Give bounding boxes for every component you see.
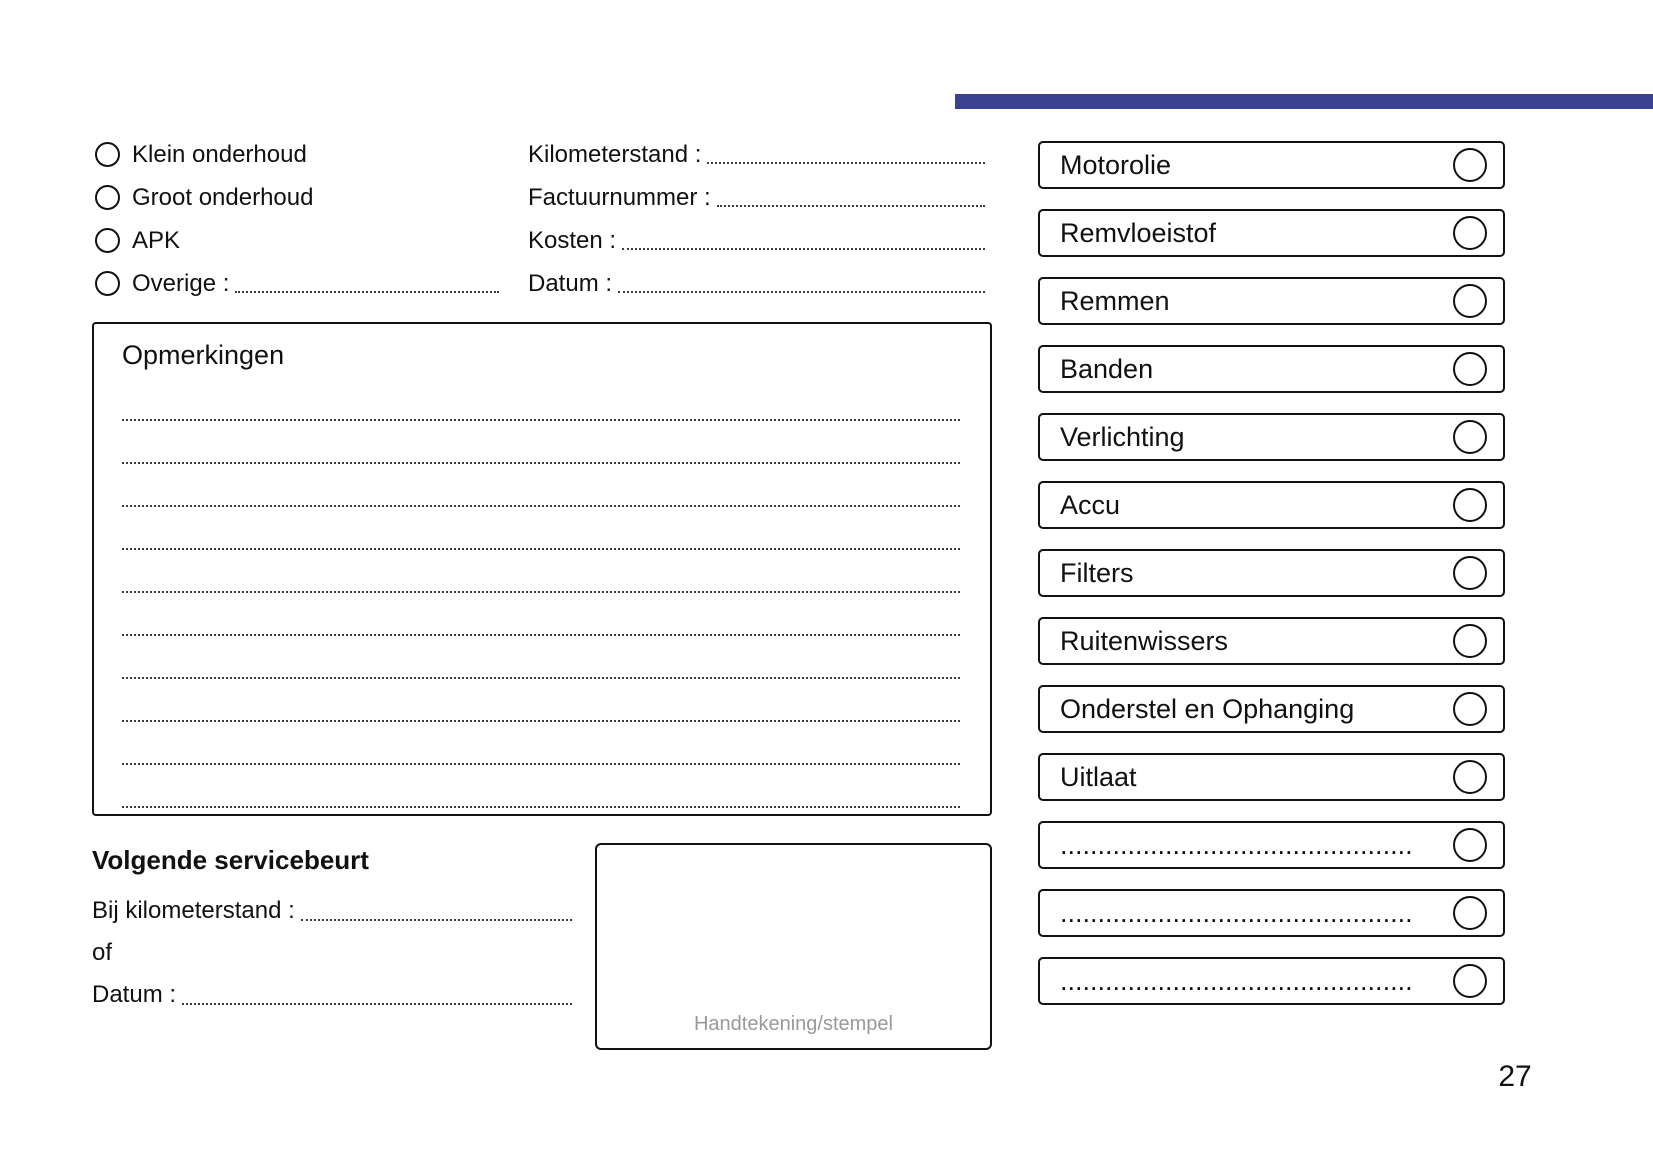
checklist-item-label: Motorolie	[1060, 149, 1172, 180]
option-label: Overige :	[132, 269, 230, 297]
remarks-line[interactable]	[122, 421, 960, 464]
checklist-item-accu	[1038, 481, 1505, 529]
checklist-item-label: Banden	[1060, 353, 1154, 384]
checklist-item-remmen	[1038, 277, 1505, 325]
kosten-input-line[interactable]	[622, 247, 985, 250]
checklist-item-motorolie	[1038, 141, 1505, 189]
signature-label: Handtekening/stempel	[693, 1013, 893, 1035]
radio-klein-onderhoud[interactable]	[95, 142, 120, 167]
option-label: APK	[132, 226, 181, 254]
checkbox-circle-blank-1[interactable]	[1453, 828, 1487, 862]
checkbox-circle-blank-3[interactable]	[1453, 964, 1487, 998]
radio-apk[interactable]	[95, 228, 120, 253]
checklist-blank-label[interactable]: ...............................................	[1060, 965, 1413, 996]
checkbox-circle-accu[interactable]	[1453, 488, 1487, 522]
remarks-line[interactable]	[122, 679, 960, 722]
checklist-item-verlichting	[1038, 413, 1505, 461]
remarks-line[interactable]	[122, 464, 960, 507]
checkbox-circle-uitlaat[interactable]	[1453, 760, 1487, 794]
checklist-item-filters	[1038, 549, 1505, 597]
field-label: Kosten :	[528, 226, 617, 254]
checklist-item-uitlaat	[1038, 753, 1505, 801]
next-service-km-input-line[interactable]	[301, 918, 572, 921]
checklist-item-remvloeistof	[1038, 209, 1505, 257]
option-row-groot-onderhoud	[95, 176, 499, 219]
datum-input-line[interactable]	[618, 290, 985, 293]
parts-checklist	[1038, 141, 1505, 1025]
remarks-line[interactable]	[122, 722, 960, 765]
checklist-item-label: Ruitenwissers	[1060, 625, 1229, 656]
field-label: Factuurnummer :	[528, 183, 711, 211]
checkbox-circle-blank-2[interactable]	[1453, 896, 1487, 930]
remarks-box	[92, 322, 992, 816]
field-row-kosten	[528, 219, 985, 262]
checklist-blank-label[interactable]: ...............................................	[1060, 829, 1413, 860]
checkbox-circle-remmen[interactable]	[1453, 284, 1487, 318]
kilometerstand-input-line[interactable]	[707, 161, 985, 164]
next-service-km-label: Bij kilometerstand :	[92, 897, 295, 924]
remarks-line[interactable]	[122, 507, 960, 550]
next-service-date-input-line[interactable]	[182, 1002, 572, 1005]
page-number: 27	[1498, 1060, 1532, 1093]
field-row-kilometerstand	[528, 133, 985, 176]
next-service-km-row	[92, 890, 572, 932]
checklist-item-label: Filters	[1060, 557, 1134, 588]
checkbox-circle-remvloeistof[interactable]	[1453, 216, 1487, 250]
invoice-fields	[528, 133, 985, 305]
top-accent-bar	[955, 94, 1653, 109]
option-row-apk	[95, 219, 499, 262]
checkbox-circle-filters[interactable]	[1453, 556, 1487, 590]
next-service-date-row	[92, 974, 572, 1016]
checkbox-circle-onderstel-en-ophanging[interactable]	[1453, 692, 1487, 726]
checklist-item-label: Accu	[1060, 489, 1121, 520]
checklist-item-label: Remvloeistof	[1060, 217, 1217, 248]
remarks-line[interactable]	[122, 765, 960, 808]
checklist-item-label: Onderstel en Ophanging	[1060, 693, 1355, 724]
option-row-overige	[95, 262, 499, 305]
next-service-date-label: Datum :	[92, 981, 177, 1008]
checklist-item-label: Uitlaat	[1060, 761, 1137, 792]
checklist-item-banden	[1038, 345, 1505, 393]
field-label: Datum :	[528, 269, 613, 297]
factuurnummer-input-line[interactable]	[717, 204, 985, 207]
next-service-title: Volgende servicebeurt	[92, 845, 369, 875]
option-row-klein-onderhoud	[95, 133, 499, 176]
next-service-section	[92, 845, 572, 1016]
option-label: Klein onderhoud	[132, 140, 307, 168]
remarks-title: Opmerkingen	[122, 340, 285, 370]
checklist-item-blank-1	[1038, 821, 1505, 869]
checkbox-circle-ruitenwissers[interactable]	[1453, 624, 1487, 658]
radio-groot-onderhoud[interactable]	[95, 185, 120, 210]
radio-overige[interactable]	[95, 271, 120, 296]
checkbox-circle-motorolie[interactable]	[1453, 148, 1487, 182]
checklist-item-label: Remmen	[1060, 285, 1170, 316]
field-row-factuurnummer	[528, 176, 985, 219]
field-row-datum	[528, 262, 985, 305]
remarks-line[interactable]	[122, 378, 960, 421]
overige-input-line[interactable]	[235, 290, 499, 293]
next-service-or-label: of	[92, 939, 113, 966]
option-label: Groot onderhoud	[132, 183, 314, 211]
remarks-line[interactable]	[122, 593, 960, 636]
next-service-or-row	[92, 932, 572, 974]
signature-area[interactable]	[595, 843, 992, 1050]
checklist-blank-label[interactable]: ...............................................	[1060, 897, 1413, 928]
checklist-item-ruitenwissers	[1038, 617, 1505, 665]
checklist-item-blank-2	[1038, 889, 1505, 937]
field-label: Kilometerstand :	[528, 140, 702, 168]
remarks-line[interactable]	[122, 636, 960, 679]
remarks-line[interactable]	[122, 550, 960, 593]
checklist-item-label: Verlichting	[1060, 421, 1185, 452]
checkbox-circle-verlichting[interactable]	[1453, 420, 1487, 454]
service-type-options	[95, 133, 499, 305]
checkbox-circle-banden[interactable]	[1453, 352, 1487, 386]
checklist-item-onderstel-en-ophanging	[1038, 685, 1505, 733]
checklist-item-blank-3	[1038, 957, 1505, 1005]
